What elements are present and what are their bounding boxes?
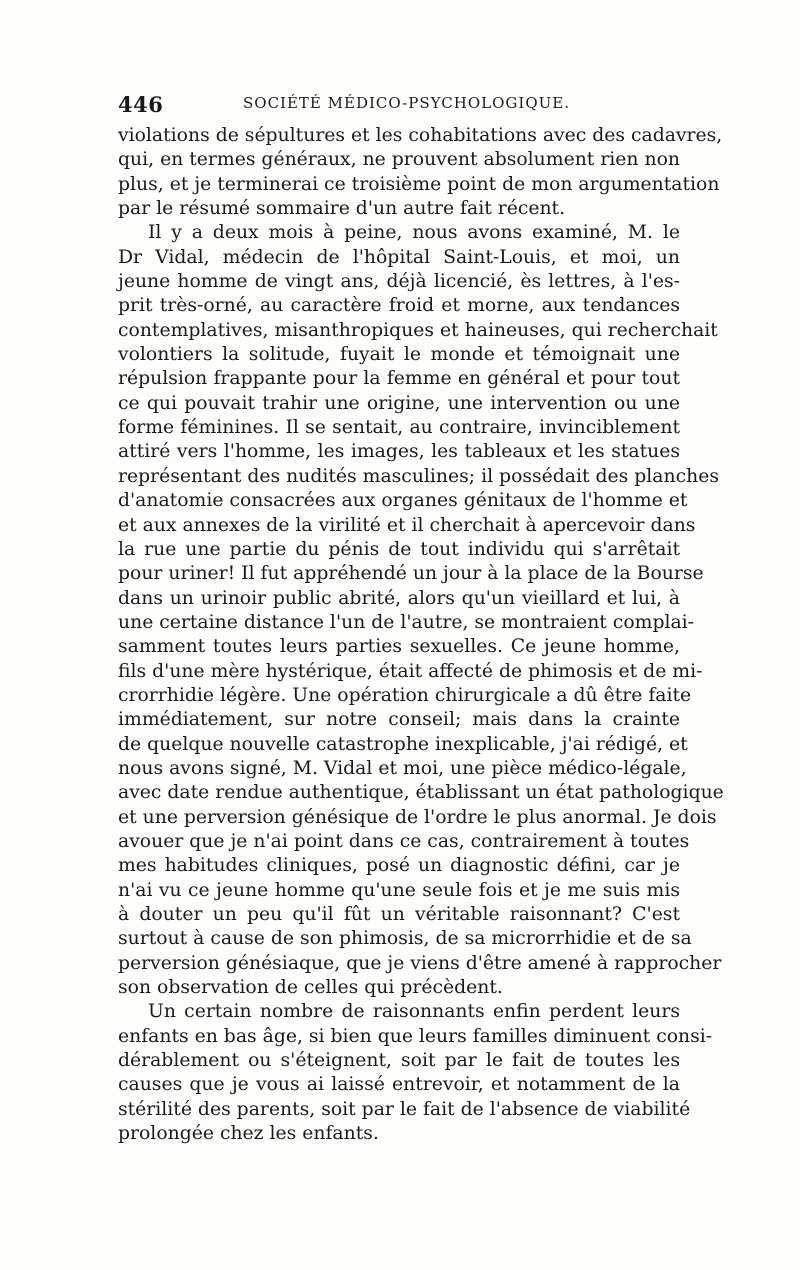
text-line: crorrhidie légère. Une opération chirurgicale a dû être faite	[118, 684, 692, 706]
text-line: avec date rendue authentique, établissant un état pathologique	[118, 782, 724, 804]
text-line: qui, en termes généraux, ne prouvent absolument rien non	[118, 149, 680, 171]
text-line: mes habitudes cliniques, posé un diagnostic défini, car je	[118, 855, 680, 877]
text-line: causes que je vous ai laissé entrevoir, et notamment de la	[118, 1074, 680, 1096]
body-text	[118, 124, 724, 1146]
running-head	[118, 92, 678, 116]
text-line: prolongée chez les enfants.	[118, 1123, 379, 1145]
text-line: une certaine distance l'un de l'autre, se montraient complai-	[118, 611, 695, 633]
text-line: prit très-orné, au caractère froid et morne, aux tendances	[118, 295, 680, 317]
text-line: son observation de celles qui précèdent.	[118, 977, 503, 999]
text-line: la rue une partie du pénis de tout individu qui s'arrêtait	[118, 538, 680, 560]
paragraph-start-line: Il y a deux mois à peine, nous avons examiné, M. le	[148, 222, 680, 244]
text-line: Dr Vidal, médecin de l'hôpital Saint-Louis, et moi, un	[118, 246, 680, 268]
text-line: et aux annexes de la virilité et il cherchait à apercevoir dans	[118, 514, 696, 536]
text-line: représentant des nudités masculines; il possédait des planches	[118, 465, 719, 487]
text-line: plus, et je terminerai ce troisième point de mon argumentation	[118, 173, 720, 195]
text-line: volontiers la solitude, fuyait le monde et témoignait une	[118, 344, 680, 366]
text-line: dérablement ou s'éteignent, soit par le fait de toutes les	[118, 1050, 680, 1072]
text-line: contemplatives, misanthropiques et haineuses, qui recherchait	[118, 319, 718, 341]
text-line: nous avons signé, M. Vidal et moi, une pièce médico-légale,	[118, 757, 687, 779]
running-title: SOCIÉTÉ MÉDICO-PSYCHOLOGIQUE.	[243, 94, 570, 112]
text-line: répulsion frappante pour la femme en général et pour tout	[118, 368, 680, 390]
text-line: et une perversion génésique de l'ordre le plus anormal. Je dois	[118, 806, 717, 828]
text-line: forme féminines. Il se sentait, au contraire, invinciblement	[118, 417, 680, 439]
text-line: ce qui pouvait trahir une origine, une intervention ou une	[118, 392, 680, 414]
text-line: perversion génésiaque, que je viens d'être amené à rapprocher	[118, 952, 722, 974]
text-line: jeune homme de vingt ans, déjà licencié, ès lettres, à l'es-	[118, 271, 680, 293]
text-line: de quelque nouvelle catastrophe inexplicable, j'ai rédigé, et	[118, 733, 688, 755]
text-line: d'anatomie consacrées aux organes génitaux de l'homme et	[118, 490, 688, 512]
paragraph-start-line: Un certain nombre de raisonnants enfin perdent leurs	[148, 1001, 680, 1023]
text-line: avouer que je n'ai point dans ce cas, contrairement à toutes	[118, 830, 690, 852]
text-line: samment toutes leurs parties sexuelles. Ce jeune homme,	[118, 636, 680, 658]
text-line: stérilité des parents, soit par le fait de l'absence de viabilité	[118, 1098, 691, 1120]
text-line: attiré vers l'homme, les images, les tableaux et les statues	[118, 441, 680, 463]
page-number: 446	[118, 92, 164, 117]
text-line: surtout à cause de son phimosis, de sa microrrhidie et de sa	[118, 928, 692, 950]
text-line: enfants en bas âge, si bien que leurs familles diminuent consi-	[118, 1025, 713, 1047]
text-line: immédiatement, sur notre conseil; mais dans la crainte	[118, 709, 680, 731]
text-line: violations de sépultures et les cohabitations avec des cadavres,	[118, 125, 723, 146]
text-line: pour uriner! Il fut appréhendé un jour à la place de la Bourse	[118, 563, 704, 585]
text-line: fils d'une mère hystérique, était affecté de phimosis et de mi-	[118, 660, 703, 682]
text-line: par le résumé sommaire d'un autre fait récent.	[118, 198, 566, 220]
text-line: à douter un peu qu'il fût un véritable raisonnant? C'est	[118, 904, 680, 925]
text-line: n'ai vu ce jeune homme qu'une seule fois et je me suis mis	[118, 879, 680, 901]
text-line: dans un urinoir public abrité, alors qu'un vieillard et lui, à	[118, 587, 680, 609]
